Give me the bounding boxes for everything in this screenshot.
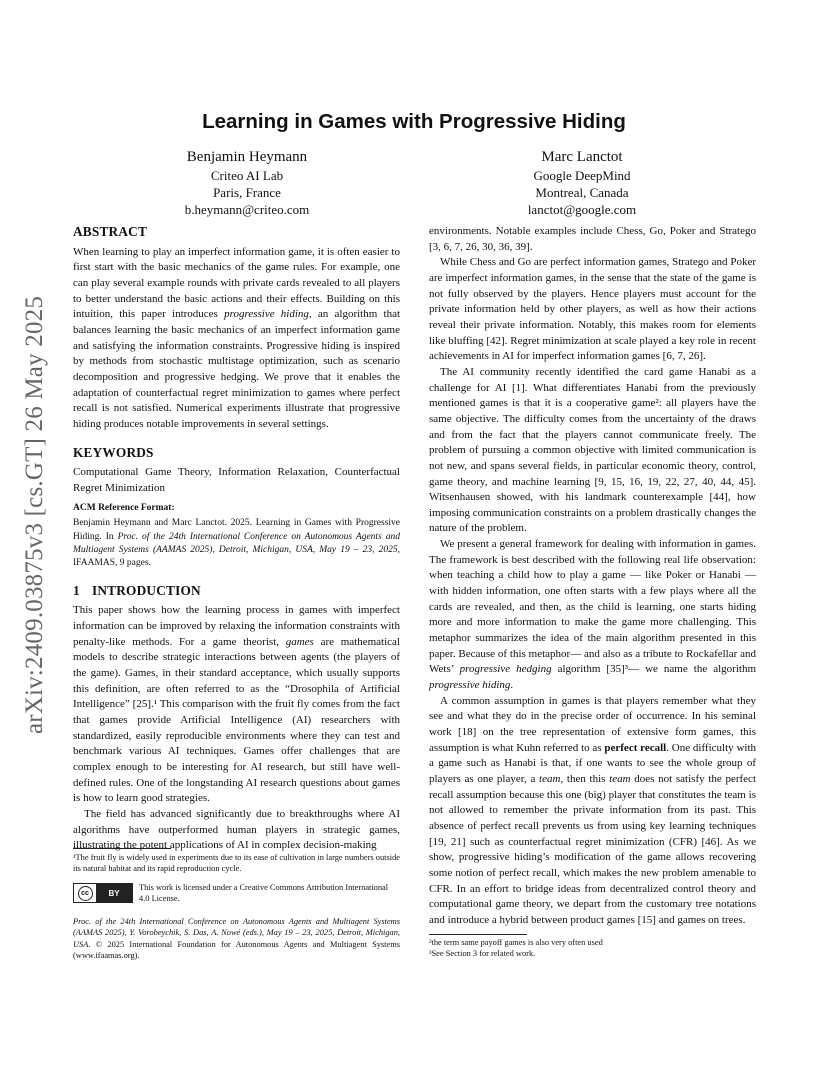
intro-paragraph: A common assumption in games is that players remember what they see and what they do in the precise order of occurrence. In his seminal work [18] on the tree representation of extensive form games, this assumption is what Kuhn referred to as perfect recall. One difficulty with a game such as Hanabi is that, if one wants to see the whole group of players as one player, a team, then this team does not satisfy the perfect recall assumption because this one (big) player that constitutes the team is not allowed to remember the private information from its past. This absence of perfect recall prevents us from using key learning techniques [19, 21] such as counterfactual regret minimization (CFR) [46]. As we show, progressive hiding’s modification of the game allows recovering some notion of perfect recall, which makes the new problem amenable to CFR. In an effort to bridge ideas from decentralized control theory and computational game theory, we depart from the customary tree notations and introduce a hybrid between product games [15] and games on trees. bbox=[429, 694, 756, 926]
acm-reference-heading: ACM Reference Format: bbox=[73, 502, 175, 513]
author-location: Montreal, Canada bbox=[535, 185, 629, 200]
intro-paragraph: environments. Notable examples include Chess, Go, Poker and Stratego [3, 6, 7, 26, 30, 36, 39]. bbox=[429, 225, 756, 253]
intro-paragraph: We present a general framework for dealing with information in games. The framework is best described with the following real life observation: when teaching a child how to play a game — like Poker or Hanabi — with hidden information, one often starts with a few plays where all the cards are revealed, and then, as the child is learning, one starts hiding more and more information to make the game more challenging. This metaphor summarizes the idea of the main algorithm presented in this paper. Because of this metaphor— and also as a tribute to Rockafellar and Wets’ progressive hedging algorithm [35]³— we name the algorithm progressive hiding. bbox=[429, 538, 757, 692]
author-location: Paris, France bbox=[213, 185, 281, 200]
footnote-rule bbox=[429, 934, 527, 935]
author-email[interactable]: b.heymann@criteo.com bbox=[184, 202, 310, 217]
author-block-2 bbox=[472, 147, 692, 218]
arxiv-stamp-text: arXiv:2409.03875v3 [cs.GT] 26 May 2025 bbox=[21, 295, 48, 735]
license-block bbox=[73, 882, 400, 905]
intro-heading: 1 INTRODUCTION bbox=[73, 582, 201, 598]
acm-reference-text: Benjamin Heymann and Marc Lanctot. 2025. Learning in Games with Progressive Hiding. In Proc. of the 24th International Conference on Autonomous Agents and Multiagent Systems (AAMAS 2025), Detroit, Michigan, USA, May 19 – 23, 2025, IFAAMAS, 9 pages. bbox=[73, 518, 400, 569]
by-label: BY bbox=[96, 884, 132, 902]
author-affiliation: Google DeepMind bbox=[533, 168, 631, 183]
footnote-3: ³See Section 3 for related work. bbox=[429, 949, 536, 958]
author-block-1 bbox=[137, 147, 357, 218]
proceedings-note: Proc. of the 24th International Conference on Autonomous Agents and Multiagent Systems (AAMAS 2025), Y. Vorobeychik, S. Das, A. Nowé (eds.), May 19 – 23, 2025, Detroit, Michigan, USA. © 2025 International Foundation for Autonomous Agents and Multiagent Systems (www.ifaamas.org). bbox=[73, 917, 400, 960]
keywords-heading: KEYWORDS bbox=[73, 444, 154, 460]
cc-by-badge[interactable] bbox=[73, 883, 133, 903]
abstract-heading: ABSTRACT bbox=[73, 224, 148, 239]
license-text: This work is licensed under a Creative Commons Attribution International 4.0 License. bbox=[139, 883, 389, 904]
intro-paragraph: The field has advanced significantly due to breakthroughs where AI algorithms have outperformed human players in strategic games, illustrating the potent applications of AI in complex decision-making bbox=[73, 807, 400, 852]
left-column bbox=[73, 224, 400, 854]
intro-paragraph: While Chess and Go are perfect information games, Stratego and Poker are imperfect information games, in the sense that the state of the game is not fully observed by the players. Hence players must account for the private information held by other players, as well as how their actions reveal their private information. Notably, this makes room for elements like bluffing [42]. Regret minimization at scale played a key role in recent achievements in AI for imperfect information games [6, 7, 26]. bbox=[429, 256, 756, 363]
intro-paragraph: The AI community recently identified the card game Hanabi as a challenge for AI [1]. What differentiates Hanabi from the previously mentioned games is that it is a cooperative game²: all players have the same objective. The difficulty comes from the uncertainty of the draws and from the fact that the players cannot communicate freely. The problem of pursuing a common objective with limited communication is not new, and spans several fields, in particular economic theory, control, game theory, and machine learning [9, 15, 16, 19, 22, 27, 40, 44, 45]. Witsenhausen showed, with his landmark counterexample [44], how imposing communication constraints on a problem drastically changes the nature of the problem. bbox=[429, 365, 756, 535]
cc-icon: cc bbox=[78, 886, 93, 901]
intro-paragraph: This paper shows how the learning process in games with imperfect information can be improved by relaxing the information constraints with penalty-like methods. For a game theorist, games are mathematical models to describe strategic interactions between agents (the players of the game). Games, in their standard acceptance, which usually supports this definition, are often referred to as the “Drosophila of Artificial Intelligence” [25].¹ This comparison with the fruit fly comes from the fact that games provide Artificial Intelligence (AI) researchers with standardized, easily reproducible environments where they can test and benchmark various AI techniques. Games offer challenges that are complex enough to be interesting for AI research, but still have well-defined rules. One of the longstanding AI research questions about games is how to learn good strategies. bbox=[73, 604, 400, 805]
paper-title: Learning in Games with Progressive Hiding bbox=[202, 110, 626, 133]
abstract-text: When learning to play an imperfect information game, it is often easier to first start with the basic mechanics of the game rules. For example, one can play several example rounds with private cards revealed to all players to better understand the basic actions and their effects. Building on this intuition, this paper introduces progressive hiding, an algorithm that balances learning the basic mechanics of an imperfect information game and satisfying the information constraints. Progressive hiding is inspired by methods from stochastic multistage optimization, such as scenario decomposition and progressive hedging. We prove that it enables the adaptation of counterfactual regret minimization to games where perfect recall is not satisfied. Numerical experiments illustrate that progressive hiding produces notable improvements in several settings. bbox=[73, 245, 401, 430]
footnote-1: ¹The fruit fly is widely used in experiments due to its ease of cultivation in large numbers outside its natural habitat and its rapid reproduction cycle. bbox=[73, 853, 400, 874]
author-affiliation: Criteo AI Lab bbox=[210, 168, 284, 183]
right-column bbox=[429, 224, 756, 929]
keywords-text: Computational Game Theory, Information Relaxation, Counterfactual Regret Minimization bbox=[73, 466, 400, 494]
author-name: Benjamin Heymann bbox=[186, 149, 308, 165]
author-name: Marc Lanctot bbox=[541, 149, 623, 165]
footnote-2: ²the term same payoff games is also very often used bbox=[429, 938, 603, 947]
arxiv-stamp bbox=[20, 280, 50, 750]
author-email[interactable]: lanctot@google.com bbox=[527, 202, 637, 217]
footnote-rule bbox=[73, 848, 171, 849]
